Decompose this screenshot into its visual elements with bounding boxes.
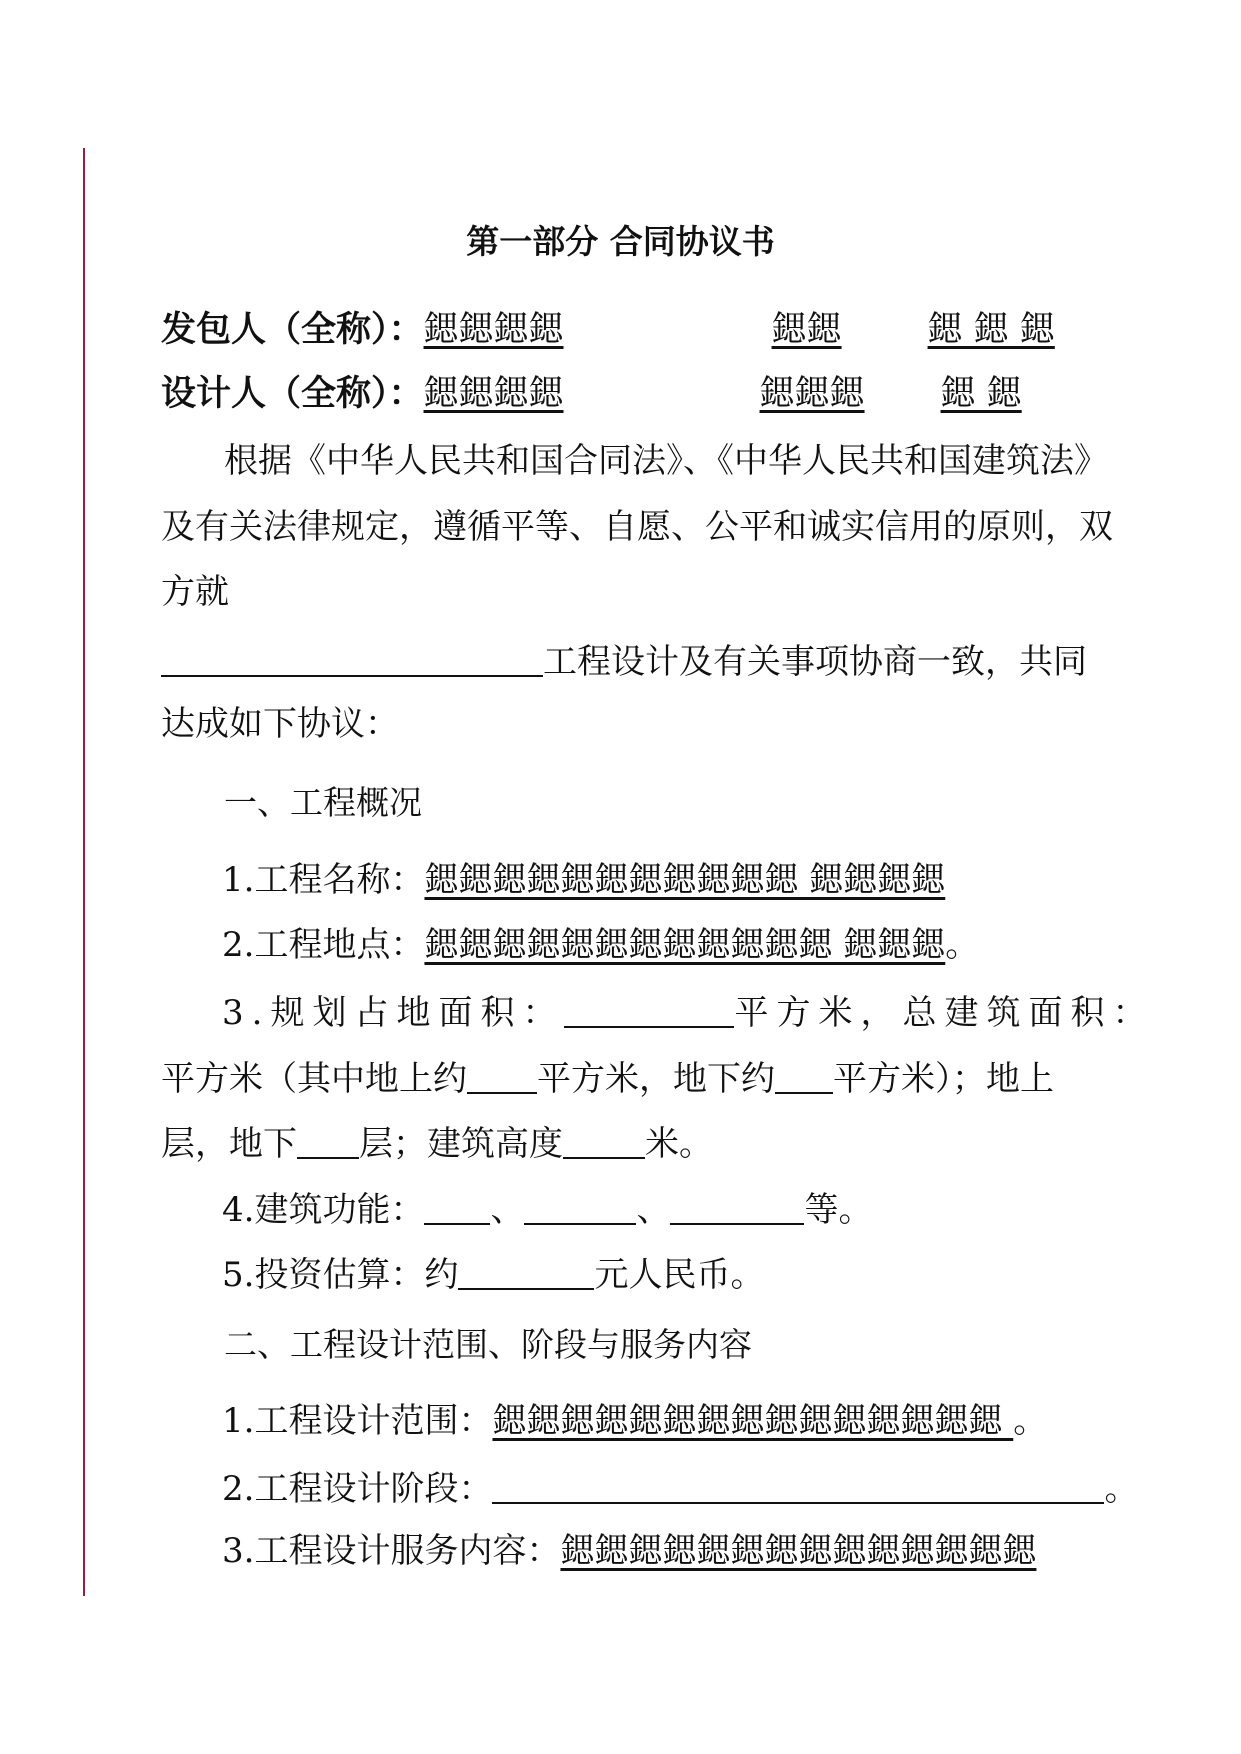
intro-line-4: 工程设计及有关事项协商一致，共同 xyxy=(161,639,1087,682)
below-ground-floors-blank[interactable] xyxy=(297,1121,359,1159)
design-scope-value: 鍶鍶鍶鍶鍶鍶鍶鍶鍶鍶鍶鍶鍶鍶鍶 xyxy=(492,1401,1014,1441)
intro-line-2: 及有关法律规定，遵循平等、自愿、公平和诚实信用的原则，双 xyxy=(161,507,1113,547)
function-blank-2[interactable] xyxy=(524,1187,636,1225)
below-ground-area-blank[interactable] xyxy=(775,1056,833,1094)
area-breakdown-line: 平方米（其中地上约 平方米，地下约 平方米）；地上 xyxy=(161,1056,1054,1099)
project-name-value: 鍶鍶鍶鍶鍶鍶鍶鍶鍶鍶鍶 鍶鍶鍶鍶 xyxy=(424,860,946,900)
project-location-value: 鍶鍶鍶鍶鍶鍶鍶鍶鍶鍶鍶鍶 鍶鍶鍶 xyxy=(424,925,946,965)
section-1-heading: 一、工程概况 xyxy=(224,783,422,822)
document-title: 第一部分 合同协议书 xyxy=(466,222,775,261)
project-location-item: 2.工程地点：鍶鍶鍶鍶鍶鍶鍶鍶鍶鍶鍶鍶 鍶鍶鍶。 xyxy=(222,925,980,965)
designer-label: 设计人（全称）： xyxy=(161,373,424,414)
land-area-blank[interactable] xyxy=(564,990,734,1028)
employer-label: 发包人（全称）： xyxy=(161,309,424,350)
intro-line-3: 方就 xyxy=(161,572,229,612)
design-scope-item: 1.工程设计范围：鍶鍶鍶鍶鍶鍶鍶鍶鍶鍶鍶鍶鍶鍶鍶 。 xyxy=(222,1401,1048,1441)
building-function-item: 4.建筑功能： 、 、 等。 xyxy=(222,1187,872,1230)
designer-line xyxy=(161,374,1022,414)
designer-value: 鍶鍶鍶鍶 鍶鍶鍶 鍶 鍶 xyxy=(423,374,1022,414)
design-stage-item: 2.工程设计阶段： 。 xyxy=(222,1466,1138,1509)
function-blank-3[interactable] xyxy=(670,1187,804,1225)
design-services-item: 3.工程设计服务内容：鍶鍶鍶鍶鍶鍶鍶鍶鍶鍶鍶鍶鍶鍶 xyxy=(222,1531,1037,1571)
land-area-item: 3.规划占地面积： 平方米，总建筑面积： xyxy=(222,990,1154,1033)
investment-blank[interactable] xyxy=(458,1252,594,1290)
project-name-item: 1.工程名称：鍶鍶鍶鍶鍶鍶鍶鍶鍶鍶鍶 鍶鍶鍶鍶 xyxy=(222,860,946,900)
above-ground-area-blank[interactable] xyxy=(467,1056,537,1094)
design-stage-blank[interactable] xyxy=(492,1466,1104,1504)
intro-line-1: 根据《中华人民共和国合同法》、《中华人民共和国建筑法》 xyxy=(224,441,1108,481)
investment-item: 5.投资估算：约 元人民币。 xyxy=(222,1252,764,1295)
building-height-blank[interactable] xyxy=(563,1121,645,1159)
section-2-heading: 二、工程设计范围、阶段与服务内容 xyxy=(224,1325,752,1364)
function-blank-1[interactable] xyxy=(424,1187,490,1225)
employer-value: 鍶鍶鍶鍶 鍶鍶 鍶 鍶 鍶 xyxy=(423,310,1055,350)
floors-height-line: 层，地下 层；建筑高度 米。 xyxy=(161,1121,713,1164)
employer-line xyxy=(161,310,1055,350)
project-name-blank[interactable] xyxy=(161,639,543,677)
design-services-value: 鍶鍶鍶鍶鍶鍶鍶鍶鍶鍶鍶鍶鍶鍶 xyxy=(560,1531,1037,1571)
intro-line-5: 达成如下协议： xyxy=(161,704,399,744)
margin-rule xyxy=(83,148,85,1596)
